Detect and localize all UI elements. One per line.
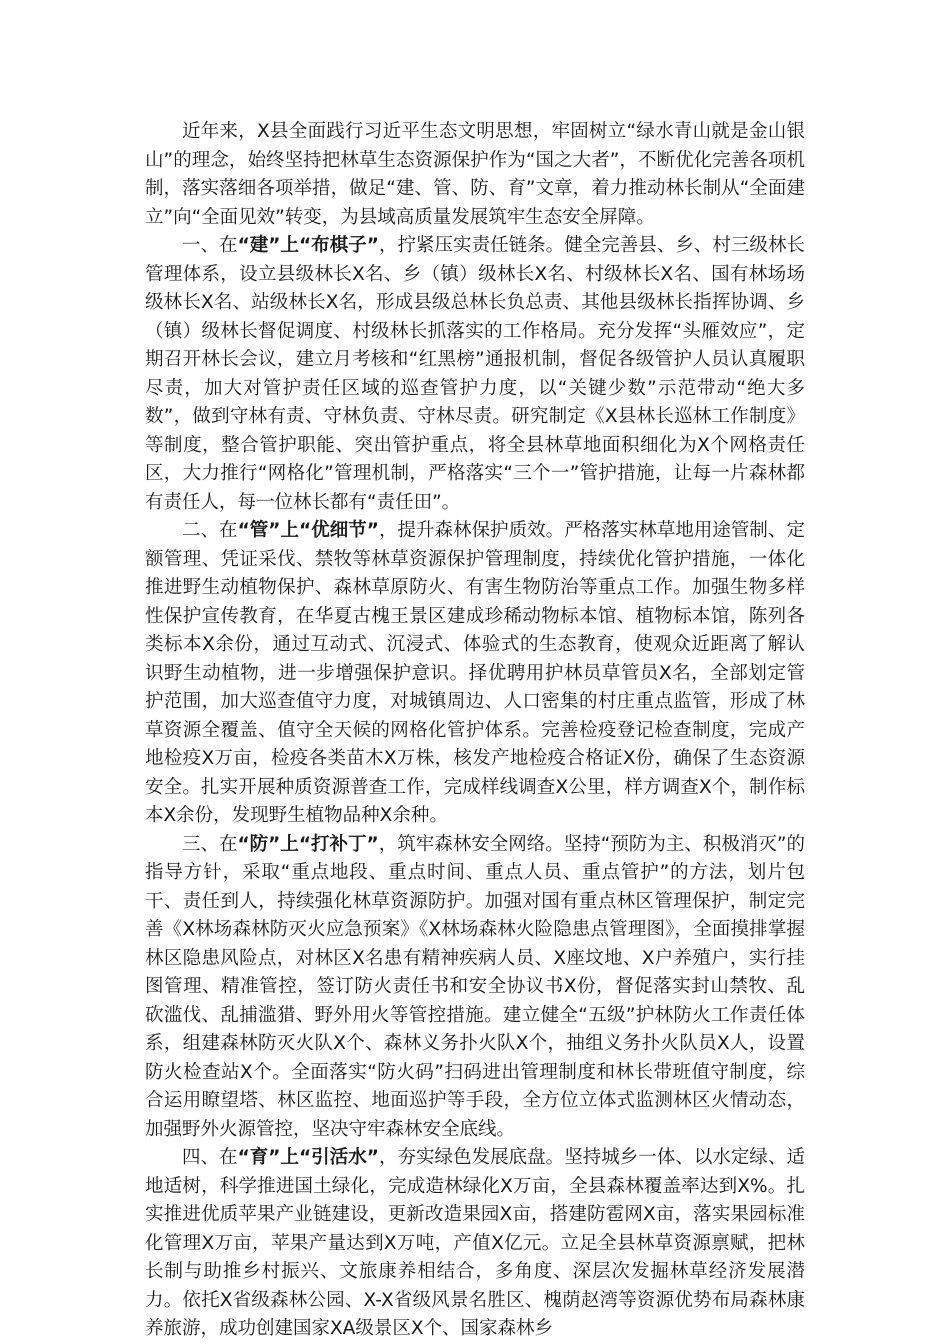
section-4-body: ，夯实绿色发展底盘。坚持城乡一体、以水定绿、适地适树，科学推进国土绿化，完成造林绿化X万亩，全县森林覆盖率达到X%。扎实推进优质苹果产业链建设，更新改造果园X亩，搭建防雹网X亩，落实果园标准化管理X万亩，苹果产量达到X万吨，产值X亿元。立足全县林草资源禀赋，把林长制与助推乡村振兴、文旅康养相结合，多角度、深层次发掘林草经济发展潜力。依托X省级森林公园、X-X省级风景名胜区、槐荫赵湾等资源优势布局森林康养旅游，成功创建国家XA级景区X个、国家森林乡	[145, 1147, 805, 1339]
section-4-paragraph	[145, 1144, 805, 1344]
section-1-body: ，拧紧压实责任链条。健全完善县、乡、村三级林长管理体系，设立县级林长X名、乡（镇）级林长X名、村级林长X名、国有林场场级林长X名、站级林长X名，形成县级总林长负总责、其他县级林长指挥协调、乡（镇）级林长督促调度、村级林长抓落实的工作格局。充分发挥“头雁效应”，定期召开林长会议，建立月考核和“红黑榜”通报机制，督促各级管护人员认真履职尽责，加大对管护责任区域的巡查管护力度，以“关键少数”示范带动“绝大多数”，做到守林有责、守林负责、守林尽责。研究制定《X县林长巡林工作制度》等制度，整合管护职能、突出管护重点，将全县林草地面积细化为X个网格责任区，大力推行“网格化”管理机制，严格落实“三个一”管护措施，让每一片森林都有责任人，每一位林长都有“责任田”。	[145, 235, 805, 513]
section-2-prefix: 二、在	[182, 520, 238, 541]
section-3-heading: “防”上“打补丁”	[237, 833, 379, 855]
section-2-heading: “管”上“优细节”	[237, 520, 379, 541]
section-1-prefix: 一、在	[182, 235, 238, 256]
section-4-heading: “育”上“引活水”	[237, 1147, 379, 1168]
section-1-heading: “建”上“布棋子”	[237, 235, 379, 256]
section-3-body: ，筑牢森林安全网络。坚持“预防为主、积极消灭”的指导方针，采取“重点地段、重点时间、重点人员、重点管护”的方法，划片包干、责任到人，持续强化林草资源防护。加强对国有重点林区管理保护，制定完善《X林场森林防灭火应急预案》《X林场森林火险隐患点管理图》，全面摸排掌握林区隐患风险点，对林区X名患有精神疾病人员、X座坟地、X户养殖户，实行挂图管理、精准管控，签订防火责任书和安全协议书X份，督促落实封山禁牧、乱砍滥伐、乱捕滥猎、野外用火等管控措施。建立健全“五级”护林防火工作责任体系，组建森林防灭火队X个、森林义务扑火队X个，抽组义务扑火队员X人，设置防火检查站X个。全面落实“防火码”扫码进出管理制度和林长带班值守制度，综合运用瞭望塔、林区监控、地面巡护等手段，全方位立体式监测林区火情动态，加强野外火源管控，坚决守牢森林安全底线。	[145, 833, 805, 1140]
section-4-prefix: 四、在	[182, 1147, 238, 1168]
section-1-paragraph	[145, 232, 805, 517]
section-2-body: ，提升森林保护质效。严格落实林草地用途管制、定额管理、凭证采伐、禁牧等林草资源保护管理制度，持续优化管护措施，一体化推进野生动植物保护、森林草原防火、有害生物防治等重点工作。加强生物多样性保护宣传教育，在华夏古槐王景区建成珍稀动物标本馆、植物标本馆，陈列各类标本X余份，通过互动式、沉浸式、体验式的生态教育，使观众近距离了解认识野生动植物，进一步增强保护意识。择优聘用护林员草管员X名，全部划定管护范围，加大巡查值守力度，对城镇周边、人口密集的村庄重点监管，形成了林草资源全覆盖、值守全天候的网格化管护体系。完善检疫登记检查制度，完成产地检疫X万亩，检疫各类苗木X万株，核发产地检疫合格证X份，确保了生态资源安全。扎实开展种质资源普查工作，完成样线调查X公里，样方调查X个，制作标本X余份，发现野生植物品种X余种。	[145, 520, 805, 826]
intro-paragraph: 近年来，X县全面践行习近平生态文明思想，牢固树立“绿水青山就是金山银山”的理念，始终坚持把林草生态资源保护作为“国之大者”，不断优化完善各项机制，落实落细各项举措，做足“建、管、防、育”文章，着力推动林长制从“全面建立”向“全面见效”转变，为县域高质量发展筑牢生态安全屏障。	[145, 121, 805, 228]
section-3-prefix: 三、在	[182, 833, 238, 855]
section-2-paragraph	[145, 517, 805, 831]
section-3-paragraph	[145, 831, 805, 1145]
document-page	[145, 118, 805, 1344]
